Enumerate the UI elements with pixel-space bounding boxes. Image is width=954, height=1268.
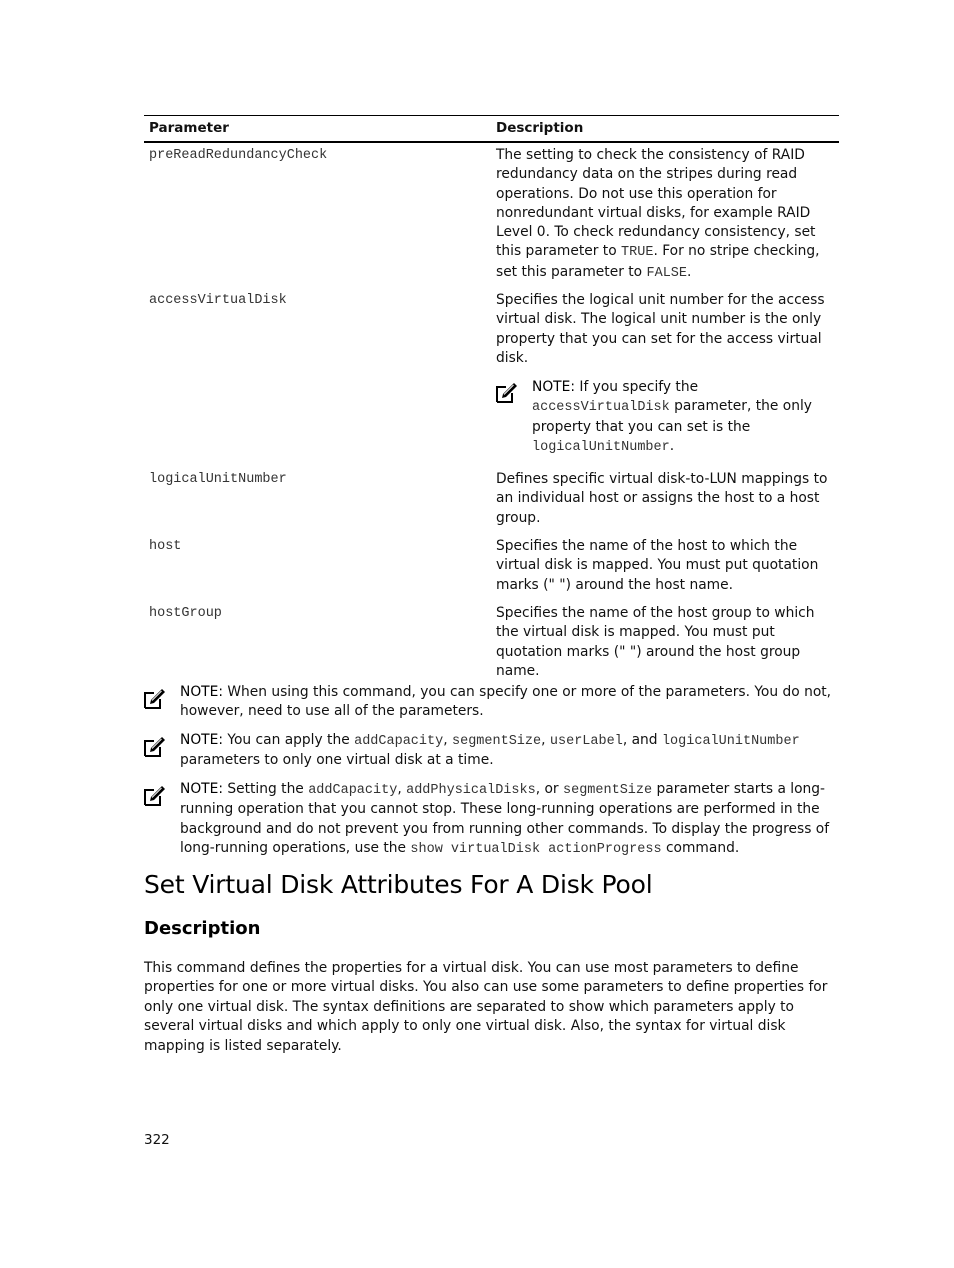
- parameter-name: preReadRedundancyCheck: [149, 148, 328, 163]
- parameter-name: host: [149, 539, 182, 554]
- note-pencil-icon: [144, 687, 166, 709]
- parameter-description: Specifies the name of the host group to which the virtual disk is mapped. You must put quotation marks (" ") around the host group name.: [496, 605, 815, 679]
- code-addcapacity: addCapacity: [354, 734, 444, 749]
- code-addcapacity: addCapacity: [308, 783, 398, 798]
- parameter-description: The setting to check the consistency of RAID redundancy data on the stripes during read operations. Do not use this operation for nonredundant virtual disks, for example RAID Level 0. To check redundancy consistency, set this parameter to TRUE. For no stripe checking, set this parameter to FALSE.: [496, 147, 820, 281]
- note-block: NOTE: Setting the addCapacity, addPhysicalDisks, or segmentSize parameter starts a long-running operation that you cannot stop. These long-running operations are performed in the background and do not prevent you from running other commands. To display the progress of long-running operations, use the show virtualDisk actionProgress command.: [144, 780, 834, 860]
- code-true: TRUE: [621, 245, 654, 261]
- body-paragraph: This command defines the properties for a virtual disk. You can use most parameters to define properties for one or more virtual disks. You also can use some parameters to define properties for only one virtual disk. The syntax definitions are separated to show which parameters apply to several virtual disks and which apply to only one virtual disk. Also, the syntax for virtual disk mapping is listed separately.: [144, 960, 828, 1054]
- code-userlabel: userLabel: [549, 734, 623, 749]
- subsection-title: Description: [144, 918, 261, 939]
- note-pencil-icon: [144, 784, 166, 806]
- code-accessvirtualdisk: accessVirtualDisk: [532, 400, 670, 416]
- note-pencil-icon: [496, 381, 518, 403]
- code-logicalunitnumber: logicalUnitNumber: [532, 440, 670, 456]
- code-logicalunitnumber: logicalUnitNumber: [661, 734, 800, 749]
- code-show-command: show virtualDisk actionProgress: [410, 842, 662, 858]
- inline-note: NOTE: If you specify the accessVirtualDisk parameter, the only property that you can set is the logicalUnitNumber.: [496, 378, 836, 457]
- header-description: Description: [496, 120, 584, 136]
- parameter-name: logicalUnitNumber: [149, 472, 287, 487]
- parameter-description: Specifies the name of the host to which the virtual disk is mapped. You must put quotation marks (" ") around the host name.: [496, 538, 819, 593]
- parameter-description: Specifies the logical unit number for the access virtual disk. The logical unit number is the only property that you can set for the access virtual disk. NOTE: If you specify the accessVirtualDisk parameter, the only property that you can set is the logicalUnitNumber.: [496, 291, 836, 457]
- parameter-name: accessVirtualDisk: [149, 293, 287, 308]
- note-label: NOTE:: [180, 781, 223, 797]
- parameter-name: hostGroup: [149, 606, 222, 621]
- page-number: 322: [144, 1132, 170, 1148]
- note-pencil-icon: [144, 735, 166, 757]
- table-header: [144, 115, 839, 143]
- code-segmentsize: segmentSize: [563, 783, 653, 798]
- parameter-description: Defines specific virtual disk-to-LUN mappings to an individual host or assigns the host to a host group.: [496, 471, 828, 526]
- note-label: NOTE:: [532, 379, 575, 396]
- code-addphysicaldisks: addPhysicalDisks: [406, 783, 536, 798]
- note-label: NOTE:: [180, 732, 223, 748]
- code-false: FALSE: [646, 265, 688, 281]
- header-parameter: Parameter: [149, 120, 229, 136]
- section-title: Set Virtual Disk Attributes For A Disk Pool: [144, 870, 653, 899]
- note-label: NOTE:: [180, 684, 223, 700]
- note-block: NOTE: You can apply the addCapacity, segmentSize, userLabel, and logicalUnitNumber parameters to only one virtual disk at a time.: [144, 731, 834, 771]
- code-segmentsize: segmentSize: [452, 734, 542, 749]
- note-block: NOTE: When using this command, you can specify one or more of the parameters. You do not, however, need to use all of the parameters.: [144, 683, 834, 722]
